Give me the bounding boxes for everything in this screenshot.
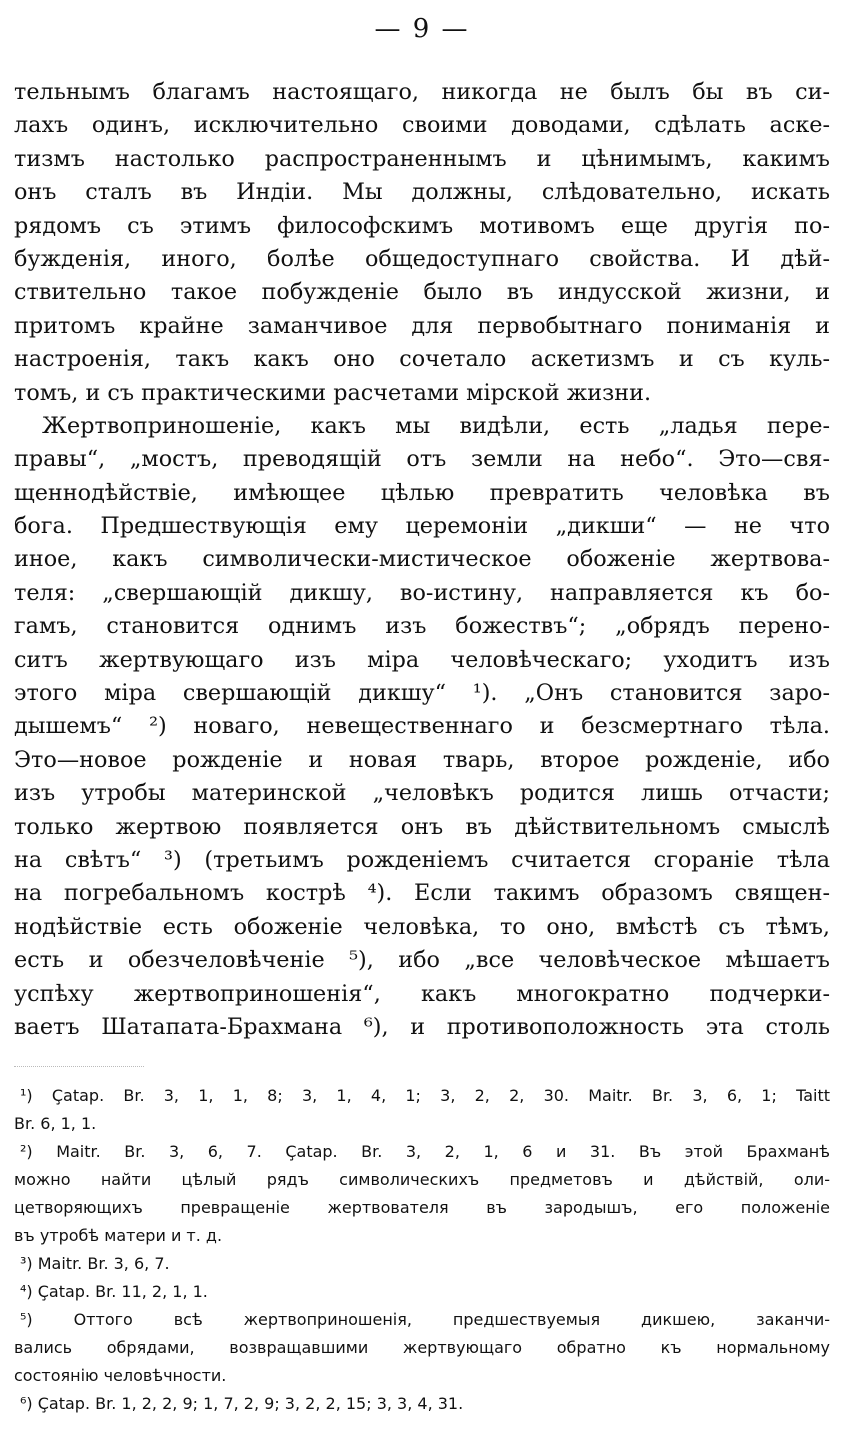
footnote-line: Br. 6, 1, 1. — [14, 1114, 97, 1133]
page-number: — 9 — — [374, 14, 470, 44]
text-line: на свѣтъ“ ³) (третьимъ рожденіемъ считается сгораніе тѣла — [14, 846, 830, 873]
footnote-line: цетворяющихъ превращеніе жертвователя въ зародышъ, его положеніе — [14, 1198, 830, 1217]
text-line: только жертвою появляется онъ въ дѣйствительномъ смыслѣ — [14, 813, 830, 840]
footnote-line: ⁴) Çatap. Br. 11, 2, 1, 1. — [20, 1282, 208, 1301]
text-line: бужденія, иного, болѣе общедоступнаго свойства. И дѣй- — [14, 245, 830, 272]
text-line: притомъ крайне заманчивое для первобытнаго пониманія и — [14, 312, 830, 339]
footnote-line: ⁵) Оттого всѣ жертвоприношенія, предшествуемыя дикшею, заканчи- — [20, 1310, 830, 1329]
footnote-line: можно найти цѣлый рядъ символическихъ предметовъ и дѣйствій, оли- — [14, 1170, 830, 1189]
text-line: ствительно такое побужденіе было въ индусской жизни, и — [14, 279, 830, 306]
text-line: бога. Предшествующія ему церемоніи „дикши“ — не что — [14, 513, 830, 540]
text-line: иное, какъ символически-мистическое обоженіе жертвова- — [14, 546, 830, 573]
text-line: Жертвоприношеніе, какъ мы видѣли, есть „ладья пере- — [42, 412, 830, 439]
text-line: теля: „свершающій дикшу, во-истину, направляется къ бо- — [14, 579, 830, 606]
text-line: ваетъ Шатапата-Брахмана ⁶), и противоположность эта столь — [14, 1013, 830, 1040]
text-line: рядомъ съ этимъ философскимъ мотивомъ еще другія по- — [14, 212, 830, 239]
footnote-line: ⁶) Çatap. Br. 1, 2, 2, 9; 1, 7, 2, 9; 3, 2, 2, 15; 3, 3, 4, 31. — [20, 1394, 464, 1413]
text-line: нодѣйствіе есть обоженіе человѣка, то оно, вмѣстѣ съ тѣмъ, — [14, 913, 830, 940]
text-line: онъ сталъ въ Индіи. Мы должны, слѣдовательно, искать — [14, 179, 830, 206]
main-text — [14, 76, 830, 1044]
footnote-line: вались обрядами, возвращавшими жертвующаго обратно къ нормальному — [14, 1338, 830, 1357]
text-line: изъ утробы материнской „человѣкъ родится лишь отчасти; — [14, 780, 830, 807]
text-line: щеннодѣйствіе, имѣющее цѣлью превратить человѣка въ — [14, 479, 830, 506]
text-line: лахъ одинъ, исключительно своими доводами, сдѣлать аске- — [14, 112, 830, 139]
footnote-line: ¹) Çatap. Br. 3, 1, 1, 8; 3, 1, 4, 1; 3, 2, 2, 30. Maitr. Br. 3, 6, 1; Taitt — [20, 1086, 830, 1105]
text-line: правы“, „мостъ, преводящій отъ земли на небо“. Это—свя- — [14, 446, 830, 473]
footnotes — [14, 1082, 830, 1418]
footnote-line: въ утробѣ матери и т. д. — [14, 1226, 223, 1245]
text-line: гамъ, становится однимъ изъ божествъ“; „обрядъ перено- — [14, 613, 830, 640]
text-line: этого міра свершающій дикшу“ ¹). „Онъ становится заро- — [14, 680, 830, 707]
text-line: томъ, и съ практическими расчетами мірской жизни. — [14, 379, 652, 406]
text-line: тельнымъ благамъ настоящаго, никогда не былъ бы въ си- — [14, 79, 830, 105]
text-line: успѣху жертвоприношенія“, какъ многократно подчерки- — [14, 980, 830, 1007]
text-line: тизмъ настолько распространеннымъ и цѣнимымъ, какимъ — [14, 145, 830, 172]
footnote-separator — [14, 1066, 144, 1067]
text-line: ситъ жертвующаго изъ міра человѣческаго; уходитъ изъ — [14, 646, 830, 673]
text-line: Это—новое рожденіе и новая тварь, второе рожденіе, ибо — [14, 746, 830, 773]
text-line: настроенія, такъ какъ оно сочетало аскетизмъ и съ куль- — [14, 346, 830, 373]
text-line: дышемъ“ ²) новаго, невещественнаго и безсмертнаго тѣла. — [14, 713, 830, 740]
footnote-line: состоянію человѣчности. — [14, 1366, 227, 1385]
footnote-line: ²) Maitr. Br. 3, 6, 7. Çatap. Br. 3, 2, 1, 6 и 31. Въ этой Брахманѣ — [20, 1142, 830, 1161]
text-line: на погребальномъ кострѣ ⁴). Если такимъ образомъ священ- — [14, 880, 830, 907]
text-line: есть и обезчеловѣченіе ⁵), ибо „все человѣческое мѣшаетъ — [14, 947, 830, 974]
footnote-line: ³) Maitr. Br. 3, 6, 7. — [20, 1254, 170, 1273]
